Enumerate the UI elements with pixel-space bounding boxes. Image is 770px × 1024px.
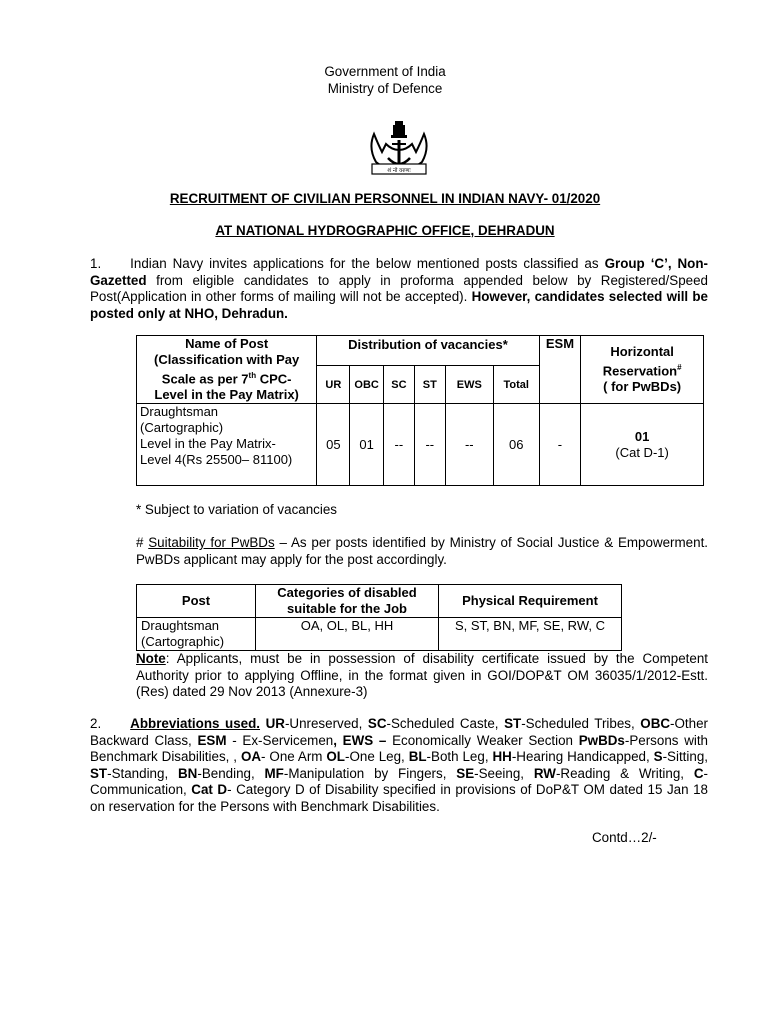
cell-ews: --: [445, 404, 493, 486]
subheader-total: Total: [493, 366, 539, 404]
abbr-term: BN: [178, 765, 198, 781]
para1-number: 1.: [90, 256, 102, 271]
cell-horizontal-reservation: 01 (Cat D-1): [581, 404, 704, 486]
abbr-definition: -One Leg,: [345, 749, 409, 765]
abbr-definition: - One Arm: [261, 749, 327, 765]
abbr-term: BL: [408, 749, 427, 765]
abbr-term: UR: [265, 716, 285, 731]
cell-esm: -: [539, 404, 581, 486]
abbreviations-heading: Abbreviations used.: [130, 716, 261, 731]
cell-ur: 05: [317, 404, 350, 486]
para2-number: 2.: [90, 716, 102, 731]
abbr-term: RW: [533, 765, 556, 781]
abbr-term: S: [653, 749, 663, 765]
abbr-definition: -Unreserved,: [284, 716, 368, 731]
abbr-definition: -Scheduled Caste,: [386, 716, 505, 731]
abbr-definition: -Manipulation by Fingers,: [283, 765, 457, 781]
abbr-term: , EWS –: [333, 732, 387, 748]
continued-marker: Contd…2/-: [592, 830, 657, 845]
abbr-definition: -Communication,: [90, 765, 708, 798]
abbr-term: MF: [264, 765, 284, 781]
col-header-horizontal-reservation: Horizontal Reservation# ( for PwBDs): [581, 336, 704, 404]
abbr-term: HH: [492, 749, 512, 765]
cell-post: Draughtsman (Cartographic): [137, 618, 256, 651]
col-header-post: Post: [137, 585, 256, 618]
col-header-categories: Categories of disabled suitable for the Job: [256, 585, 439, 618]
table-row: [137, 404, 704, 486]
header-government: Government of India: [324, 64, 446, 79]
cell-obc: 01: [350, 404, 384, 486]
cell-total: 06: [493, 404, 539, 486]
page-title: RECRUITMENT OF CIVILIAN PERSONNEL IN INDIAN NAVY- 01/2020: [169, 191, 601, 206]
abbr-term: PwBDs: [578, 732, 625, 748]
subheader-ews: EWS: [445, 366, 493, 404]
subheader-obc: OBC: [350, 366, 384, 404]
abbr-term: ST: [504, 716, 522, 731]
suitability-paragraph: # Suitability for PwBDs – As per posts identified by Ministry of Social Justice & Empowerment. PwBDs applicant may apply for the post accordingly.: [136, 535, 709, 567]
abbr-definition: -Seeing,: [474, 765, 534, 781]
abbr-term: C: [693, 765, 704, 781]
abbr-definition: -Hearing Handicapped,: [511, 749, 654, 765]
abbr-definition: -Sitting,: [662, 749, 708, 765]
abbr-definition: -Bending,: [197, 765, 265, 781]
abbr-definition: - Category D of Disability specified in provisions of DoP&T OM dated 15 Jan 18 on reservation for the Persons with Benchmark Disabilities.: [90, 782, 708, 814]
subheader-st: ST: [414, 366, 445, 404]
paragraph-1: 1. Indian Navy invites applications for the below mentioned posts classified as Group ‘C’, Non-Gazetted from eligible candidates to apply in proforma appended below by Registered/Speed Post(Application in other forms of mailing will not be accepted). However, candidates selected will be posted only at NHO, Dehradun.: [90, 256, 708, 321]
vacancy-footnote: * Subject to variation of vacancies: [136, 502, 337, 517]
abbr-term: Cat D: [191, 782, 228, 798]
subheader-ur: UR: [317, 366, 350, 404]
col-header-esm: ESM: [539, 336, 581, 404]
abbr-term: SE: [456, 765, 475, 781]
abbr-definition: -Other Backward Class,: [90, 716, 708, 748]
vacancy-table: [136, 335, 704, 486]
cell-sc: --: [383, 404, 414, 486]
page-subtitle: AT NATIONAL HYDROGRAPHIC OFFICE, DEHRADUN: [215, 223, 555, 238]
abbr-term: OA: [240, 749, 262, 765]
paragraph-2: [90, 716, 708, 816]
abbr-definition: -Both Leg,: [426, 749, 493, 765]
pwbd-table: [136, 584, 622, 651]
abbr-definition: -Scheduled Tribes,: [521, 716, 641, 731]
table-row: [137, 618, 622, 651]
col-header-post: Name of Post (Classification with Pay Scale as per 7th CPC- Level in the Pay Matrix): [137, 336, 317, 404]
abbr-term: OBC: [640, 716, 671, 731]
abbr-term: ST: [90, 765, 108, 781]
note-label: Note: [136, 651, 166, 666]
cell-physical: S, ST, BN, MF, SE, RW, C: [439, 618, 622, 651]
subheader-sc: SC: [383, 366, 414, 404]
navy-crest-emblem: [366, 120, 432, 176]
suitability-label: Suitability for PwBDs: [148, 535, 275, 550]
abbr-term: SC: [367, 716, 387, 731]
col-header-physical: Physical Requirement: [439, 585, 622, 618]
abbr-definition: Economically Weaker Section: [386, 732, 579, 748]
col-header-distribution: Distribution of vacancies*: [317, 336, 539, 366]
abbr-definition: - Ex-Servicemen: [226, 732, 334, 748]
abbr-term: OL: [326, 749, 345, 765]
abbr-definition: -Standing,: [107, 765, 179, 781]
note-paragraph: Note: Applicants, must be in possession of disability certificate issued by the Competent Authority prior to applying Offline, in the format given in GOI/DOP&T OM 36035/1/2012-Estt.(Res) dated 29 Nov 2013 (Annexure-3): [136, 651, 708, 700]
cell-st: --: [414, 404, 445, 486]
cell-post: Draughtsman (Cartographic) Level in the Pay Matrix- Level 4(Rs 25500– 81100): [137, 404, 317, 486]
emblem-motto: शं नो वरुणः: [387, 168, 411, 174]
cell-categories: OA, OL, BL, HH: [256, 618, 439, 651]
abbr-definition: -Persons with Benchmark Disabilities, ,: [90, 732, 709, 765]
header-ministry: Ministry of Defence: [327, 81, 443, 96]
abbr-term: ESM: [197, 732, 227, 748]
abbr-definition: -Reading & Writing,: [555, 765, 694, 781]
